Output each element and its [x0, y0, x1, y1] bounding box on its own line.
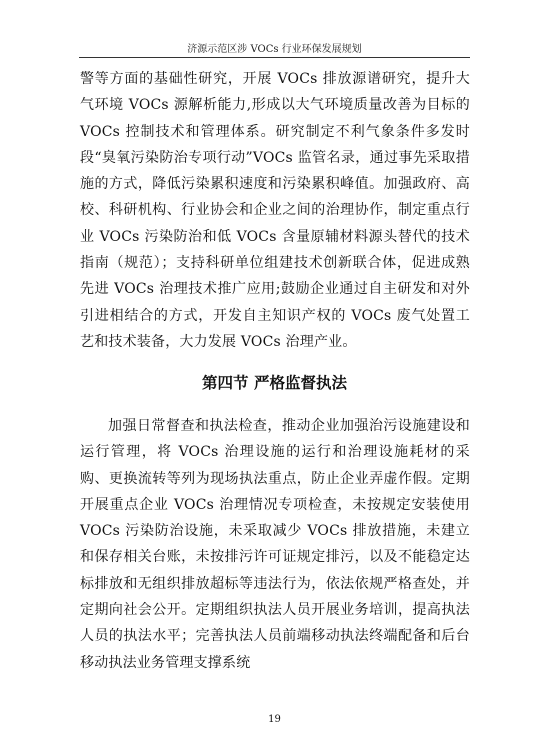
body-paragraph-1-container	[80, 66, 470, 355]
section-heading: 第四节 严格监督执法	[202, 374, 347, 392]
body-paragraph-2: 加强日常督查和执法检查，推动企业加强治污设施建设和运行管理，将 VOCs 治理设施的运行和治理设施耗材的采购、更换流转等列为现场执法重点，防止企业弄虚作假。定期开展重点企业 VOCs 治理情况专项检查，未按规定安装使用 VOCs 污染防治设施，未采取减少 VOCs 排放措施，未建立和保存相关台账，未按排污许可证规定排污，以及不能稳定达标排放和无组织排放超标等违法行为，依法依规严格查处，并定期向社会公开。定期组织执法人员开展业务培训，提高执法人员的执法水平；完善执法人员前端移动执法终端配备和后台移动执法业务管理支撑系统	[80, 418, 470, 671]
running-header: 济源示范区涉 VOCs 行业环保发展规划	[187, 44, 362, 55]
body-paragraph-1: 警等方面的基础性研究，开展 VOCs 排放源谱研究，提升大气环境 VOCs 源解析能力,形成以大气环境质量改善为目标的 VOCs 控制技术和管理体系。研究制定不利气象条件多发时段“臭氧污染防治专项行动”VOCs 监管名录，通过事先采取措施的方式，降低污染累积速度和污染累积峰值。加强政府、高校、科研机构、行业协会和企业之间的治理协作，制定重点行业 VOCs 污染防治和低 VOCs 含量原辅材料源头替代的技术指南（规范）；支持科研单位组建技术创新联合体，促进成熟先进 VOCs 治理技术推广应用;鼓励企业通过自主研发和对外引进相结合的方式，开发自主知识产权的 VOCs 废气处置工艺和技术装备，大力发展 VOCs 治理产业。	[80, 71, 470, 350]
body-paragraph-2-container	[80, 413, 470, 676]
header-divider	[79, 57, 470, 58]
page-number: 19	[268, 714, 281, 725]
